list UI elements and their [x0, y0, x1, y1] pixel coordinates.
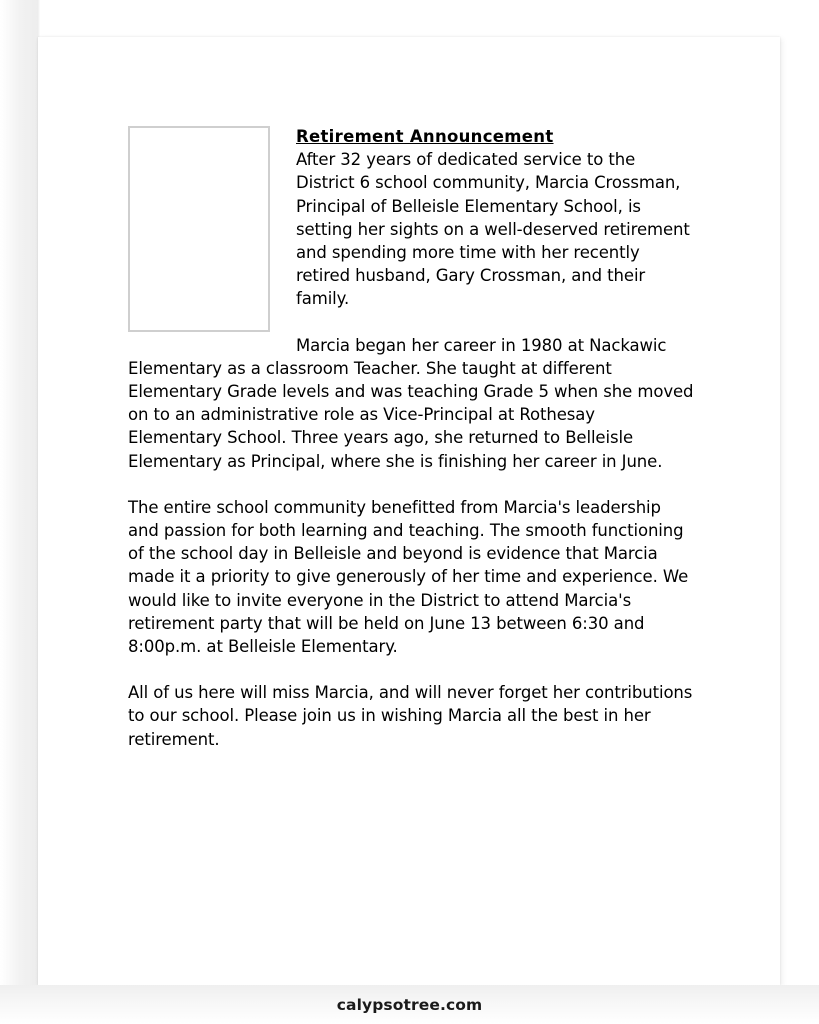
paragraph-intro-text: After 32 years of dedicated service to the District 6 school community, Marcia Crossman, Principal of Belleisle Elementary School, is setting her sights on a well-deserved retirement and spending more time with her recently retired husband, Gary Crossman, and their family.: [296, 150, 690, 309]
page-title: Retirement Announcement: [296, 127, 554, 146]
paragraph-career: [128, 334, 694, 473]
paragraph-farewell: [128, 681, 694, 751]
paragraph-career-text: Marcia began her career in 1980 at Nackawic Elementary as a classroom Teacher. She taught at different Elementary Grade levels and was teaching Grade 5 when she moved on to an administrative role as Vice-Principal at Rothesay Elementary School. Three years ago, she returned to Belleisle Elementary as Principal, where she is finishing her career in June.: [128, 335, 694, 471]
photo-placeholder-box: [128, 126, 270, 332]
footer-band: [0, 985, 819, 1024]
site-watermark: calypsotree.com: [336, 995, 483, 1014]
paragraph-community: [128, 496, 694, 658]
paragraph-community-text: The entire school community benefitted from Marcia's leadership and passion for both learning and teaching. The smooth functioning of the school day in Belleisle and beyond is evidence that Marcia made it a priority to give generously of her time and experience. We would like to invite everyone in the District to attend Marcia's retirement party that will be held on June 13 between 6:30 and 8:00p.m. at Belleisle Elementary.: [128, 497, 689, 657]
document-page: [38, 37, 780, 985]
paragraph-farewell-text: All of us here will miss Marcia, and will never forget her contributions to our school. Please join us in wishing Marcia all the best in her retirement.: [128, 683, 693, 749]
document-body: [128, 125, 694, 751]
